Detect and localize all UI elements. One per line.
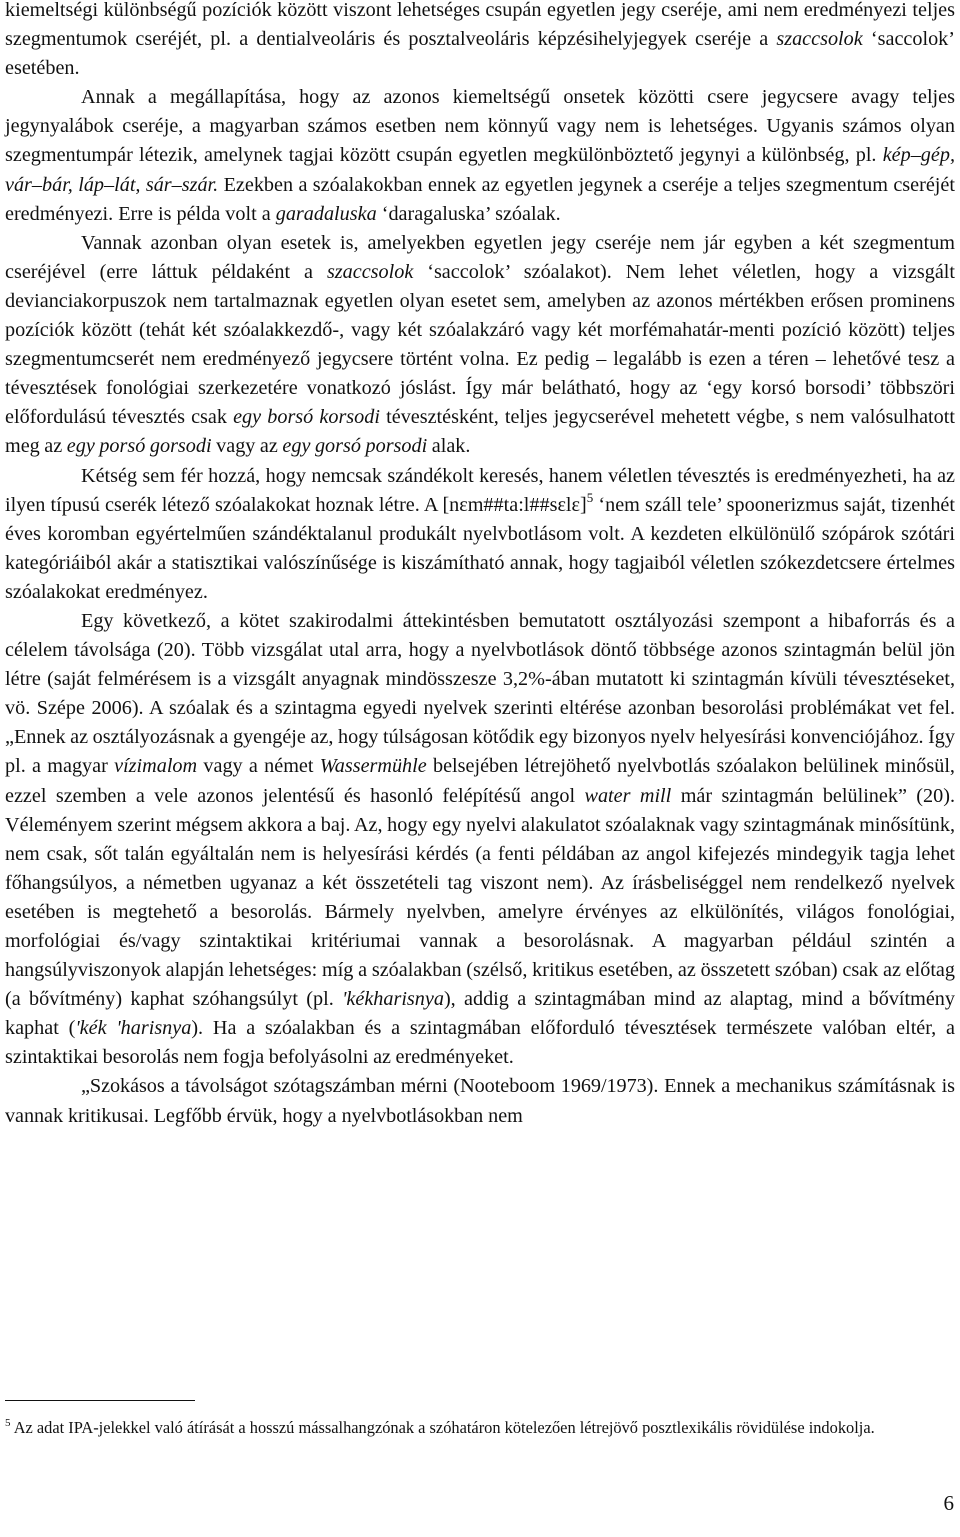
paragraph-5: [5, 607, 955, 1073]
paragraph-5-text-end: ). Ha a szóalakban és a szintagmában előforduló tévesztések természete valóban eltér, a szintaktikai besorolás nem fogja befolyásolni az eredményeket.: [5, 1017, 955, 1069]
example-phrase: egy borsó korsodi: [233, 406, 380, 429]
paragraph-3-text-cont: tévesztésként, teljes jegycserével mehetett végbe, s nem valósulhatott meg az: [5, 406, 955, 458]
footnote-reference: 5: [586, 489, 594, 505]
paragraph-3-text-cont: ‘saccolok’ szóalakot). Nem lehet véletlen, hogy a vizsgált devianciakorpuszok nem tartalmaznak egyetlen olyan esetet sem, amelyben az azonos mértékben erősen prominens pozíciók között (tehát két szóalakkezdő-, vagy két szóalakzáró vagy két morfémahatár-menti pozíció között) teljes szegmentumcserét nem eredményező jegycsere történt volna. Ez pedig – legalább is ezen a téren – lehetővé tesz a tévesztések fonológiai szerkezetére vonatkozó jóslást. Így már belátható, hogy az ‘egy korsó borsodi’ többszöri előfordulású tévesztés csak: [5, 260, 955, 429]
example-pairs: kép–gép, vár–bár, láp–lát, sár–szár.: [5, 144, 955, 196]
page-number: 6: [943, 1491, 954, 1515]
paragraph-2-text: Annak a megállapítása, hogy az azonos kiemeltségű onsetek közötti csere jegycsere avagy teljes jegynyalábok cseréje, a magyarban számos esetben nem könnyű vagy nem is lehetséges. Ugyanis számos olyan szegmentumpár létezik, amelynek tagjai között csupán egyetlen megkülönböztető jegynyi a különbség, pl.: [5, 86, 955, 167]
example-word: 'kék 'harisnya: [75, 1017, 192, 1040]
example-word: water mill: [584, 784, 672, 807]
paragraph-4-text: Kétség sem fér hozzá, hogy nemcsak szándékolt keresés, hanem véletlen tévesztés is eredményezheti, ha az ilyen típusú cserék létező szóalakokat hoznak létre. A [nεm##ta:l##sεlε]: [5, 464, 955, 516]
paragraph-3-text: Vannak azonban olyan esetek is, amelyekben egyetlen jegy cseréje nem jár egyben a két szegmentum cseréjével (erre láttuk példaként a: [5, 231, 955, 283]
paragraph-5-text: Egy következő, a kötet szakirodalmi áttekintésben bemutatott osztályozási szempont a hibaforrás és a célelem távolsága (20). Több vizsgálat utal arra, hogy a nyelvbotlások döntő többsége azonos szintagmán belül jön létre (saját felmérésem is a vizsgált anyagnak mindösszesze 3,2%-ában mutatott ki szintagmán kívüli tévesztéseket, vö. Szépe 2006). A szóalak és a szintagma egyedi nyelvek szerinti eltérése azonban besorolási problémákat vet fel. „Ennek az osztályozásnak a gyengéje az, hogy túlságosan kötődik egy bizonyos nyelv helyesírási konvenciójához. Így pl. a magyar: [5, 609, 955, 778]
paragraph-5-text-cont: már szintagmán belülinek” (20). Véleményem szerint mégsem akkora a baj. Az, hogy egy nyelvi alakulatot szóalaknak vagy szintagmának minősítünk, nem csak, sőt talán egyáltalán nem is helyesírási kérdés (a fenti példában az angol kifejezés mindegyik tagja lehet főhangsúlyos, a németben ugyanaz a két összetételi tag viszont nem). Az írásbeliséggel nem rendelkező nyelvek esetében is megtehető a besorolás. Bármely nyelvben, amelyre érvényes az elkülönítés, világos fonológiai, morfológiai és/vagy szintaktikai kritériumai vannak a besorolásnak. A magyarban például szintén a hangsúlyviszonyok alapján lehetséges: míg a szóalakban (szélső, kritikus esetében, az összetett szóban) csak az előtag (a bővítmény) kaphat szóhangsúlyt (pl.: [5, 784, 955, 1011]
paragraph-3-text-end: alak.: [427, 435, 471, 458]
paragraph-1: [5, 0, 955, 83]
paragraph-6: „Szokásos a távolságot szótagszámban mérni (Nooteboom 1969/1973). Ennek a mechanikus számításnak is vannak kritikusai. Legfőbb érvük, hogy a nyelvbotlásokban nem: [5, 1075, 955, 1127]
footnote-text: Az adat IPA-jelekkel való átírását a hosszú mássalhangzónak a szóhatáron kötelezően létrejövő posztlexikális rövidülése indokolja.: [13, 1418, 875, 1437]
example-word: szaccsolok: [326, 260, 414, 283]
footnote-number: 5: [5, 1417, 11, 1429]
paragraph-4-text-end: ‘nem száll tele’ spoonerizmus saját, tizenhét éves koromban egyértelműen szándéktalanul produkált nyelvbotlásom volt. A kezdeten elkülönülő szópárok szótári kategóriáiból akár a statisztikai valószínűsége is kiszámítható annak, hogy tagjaiból véletlen szókezdetcsere értelmes szóalakokat eredményez.: [5, 493, 956, 603]
example-phrase: egy gorsó porsodi: [282, 435, 428, 458]
example-word: Wassermühle: [319, 755, 427, 778]
paragraph-2-text-end: ‘daragaluska’ szóalak.: [376, 202, 561, 225]
footnote-divider: [5, 1400, 195, 1401]
example-word: garadaluska: [275, 202, 377, 225]
page-body: [5, 0, 955, 1131]
paragraph-5-text-cont: belsejében létrejöhető nyelvbotlás szóalakon belülinek minősül, ezzel szemben a vele azonos jelentésű és hasonló felépítésű angol: [5, 755, 955, 807]
example-word: vízimalom: [114, 755, 198, 778]
paragraph-4: [5, 462, 955, 607]
example-word: szaccsolok: [776, 28, 863, 51]
paragraph-1-text-end: ‘saccolok’ esetében.: [5, 28, 955, 80]
paragraph-5-text-cont: ), addig a szintagmában mind az alaptag, mind a bővítmény kaphat (: [5, 988, 955, 1040]
paragraph-1-text: kiemeltségi különbségű pozíciók között viszont lehetséges csupán egyetlen jegy cseréje, ami nem eredményezi teljes szegmentumok cseréjét, pl. a dentialveoláris és posztalveoláris képzésihelyjegyek cseréje a: [5, 0, 955, 51]
paragraph-2: [5, 83, 955, 228]
paragraph-5-text-cont: vagy a német: [197, 755, 320, 778]
paragraph-2-text-cont: Ezekben a szóalakokban ennek az egyetlen jegynek a cseréje a teljes szegmentum cseréjét eredményezi. Erre is példa volt a: [5, 173, 955, 225]
example-word: 'kékharisnya: [342, 988, 444, 1011]
paragraph-3: [5, 229, 955, 462]
footnote: [5, 1415, 955, 1440]
paragraph-3-text-cont: vagy az: [211, 435, 283, 458]
example-phrase: egy porsó gorsodi: [66, 435, 212, 458]
